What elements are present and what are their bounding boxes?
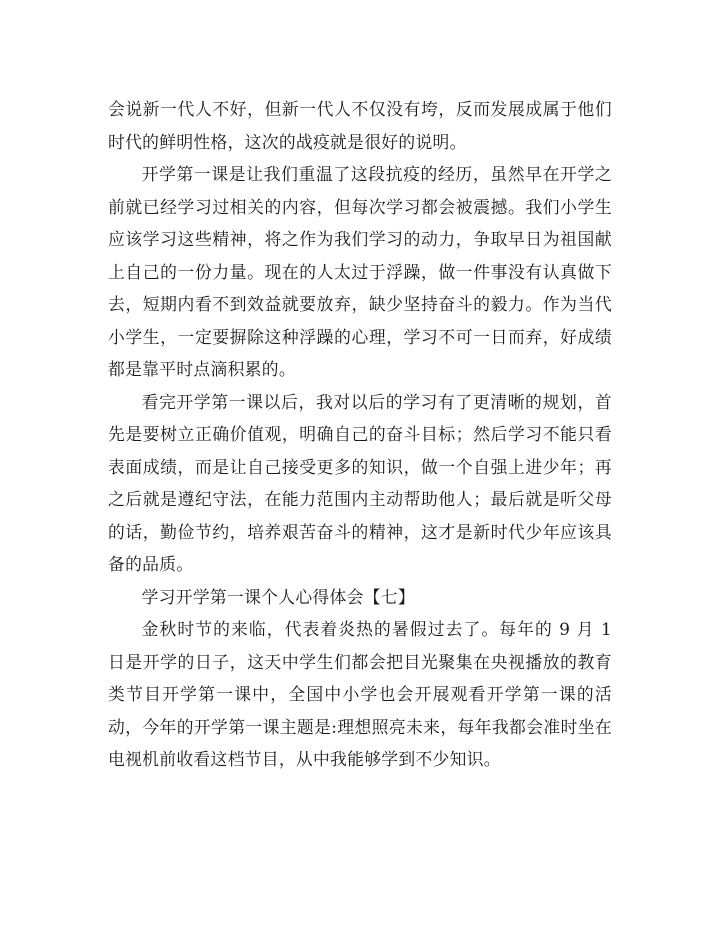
paragraph-study-plan: 看完开学第一课以后，我对以后的学习有了更清晰的规划，首先是要树立正确价值观，明确自己的奋斗目标；然后学习不能只看表面成绩，而是让自己接受更多的知识，做一个自强上进少年；再之后就是遵纪守法，在能力范围内主动帮助他人；最后就是听父母的话，勤俭节约，培养艰苦奋斗的精神，这才是新时代少年应该具备的品质。 — [108, 391, 612, 574]
section-heading: 学习开学第一课个人心得体会【七】 — [141, 586, 415, 607]
paragraph-opening-lesson-review: 开学第一课是让我们重温了这段抗疫的经历，虽然早在开学之前就已经学习过相关的内容，但每次学习都会被震撼。我们小学生应该学习这些精神，将之作为我们学习的动力，争取早日为祖国献上自己的一份力量。现在的人太过于浮躁，做一件事没有认真做下去，短期内看不到效益就要放弃，缺少坚持奋斗的毅力。作为当代小学生，一定要摒除这种浮躁的心理，学习不可一日而弃，好成绩都是靠平时点滴积累的。 — [108, 164, 612, 379]
document-body — [108, 93, 612, 776]
paragraph-autumn-school-start: 金秋时节的来临，代表着炎热的暑假过去了。每年的 9 月 1 日是开学的日子，这天中学生们都会把目光聚集在央视播放的教育类节目开学第一课中，全国中小学也会开展观看开学第一课的活动，今年的开学第一课主题是:理想照亮未来，每年我都会准时坐在电视机前收看这档节目，从中我能够学到不少知识。 — [108, 619, 612, 769]
paragraph-continued: 会说新一代人不好，但新一代人不仅没有垮，反而发展成属于他们时代的鲜明性格，这次的战疫就是很好的说明。 — [108, 99, 612, 152]
